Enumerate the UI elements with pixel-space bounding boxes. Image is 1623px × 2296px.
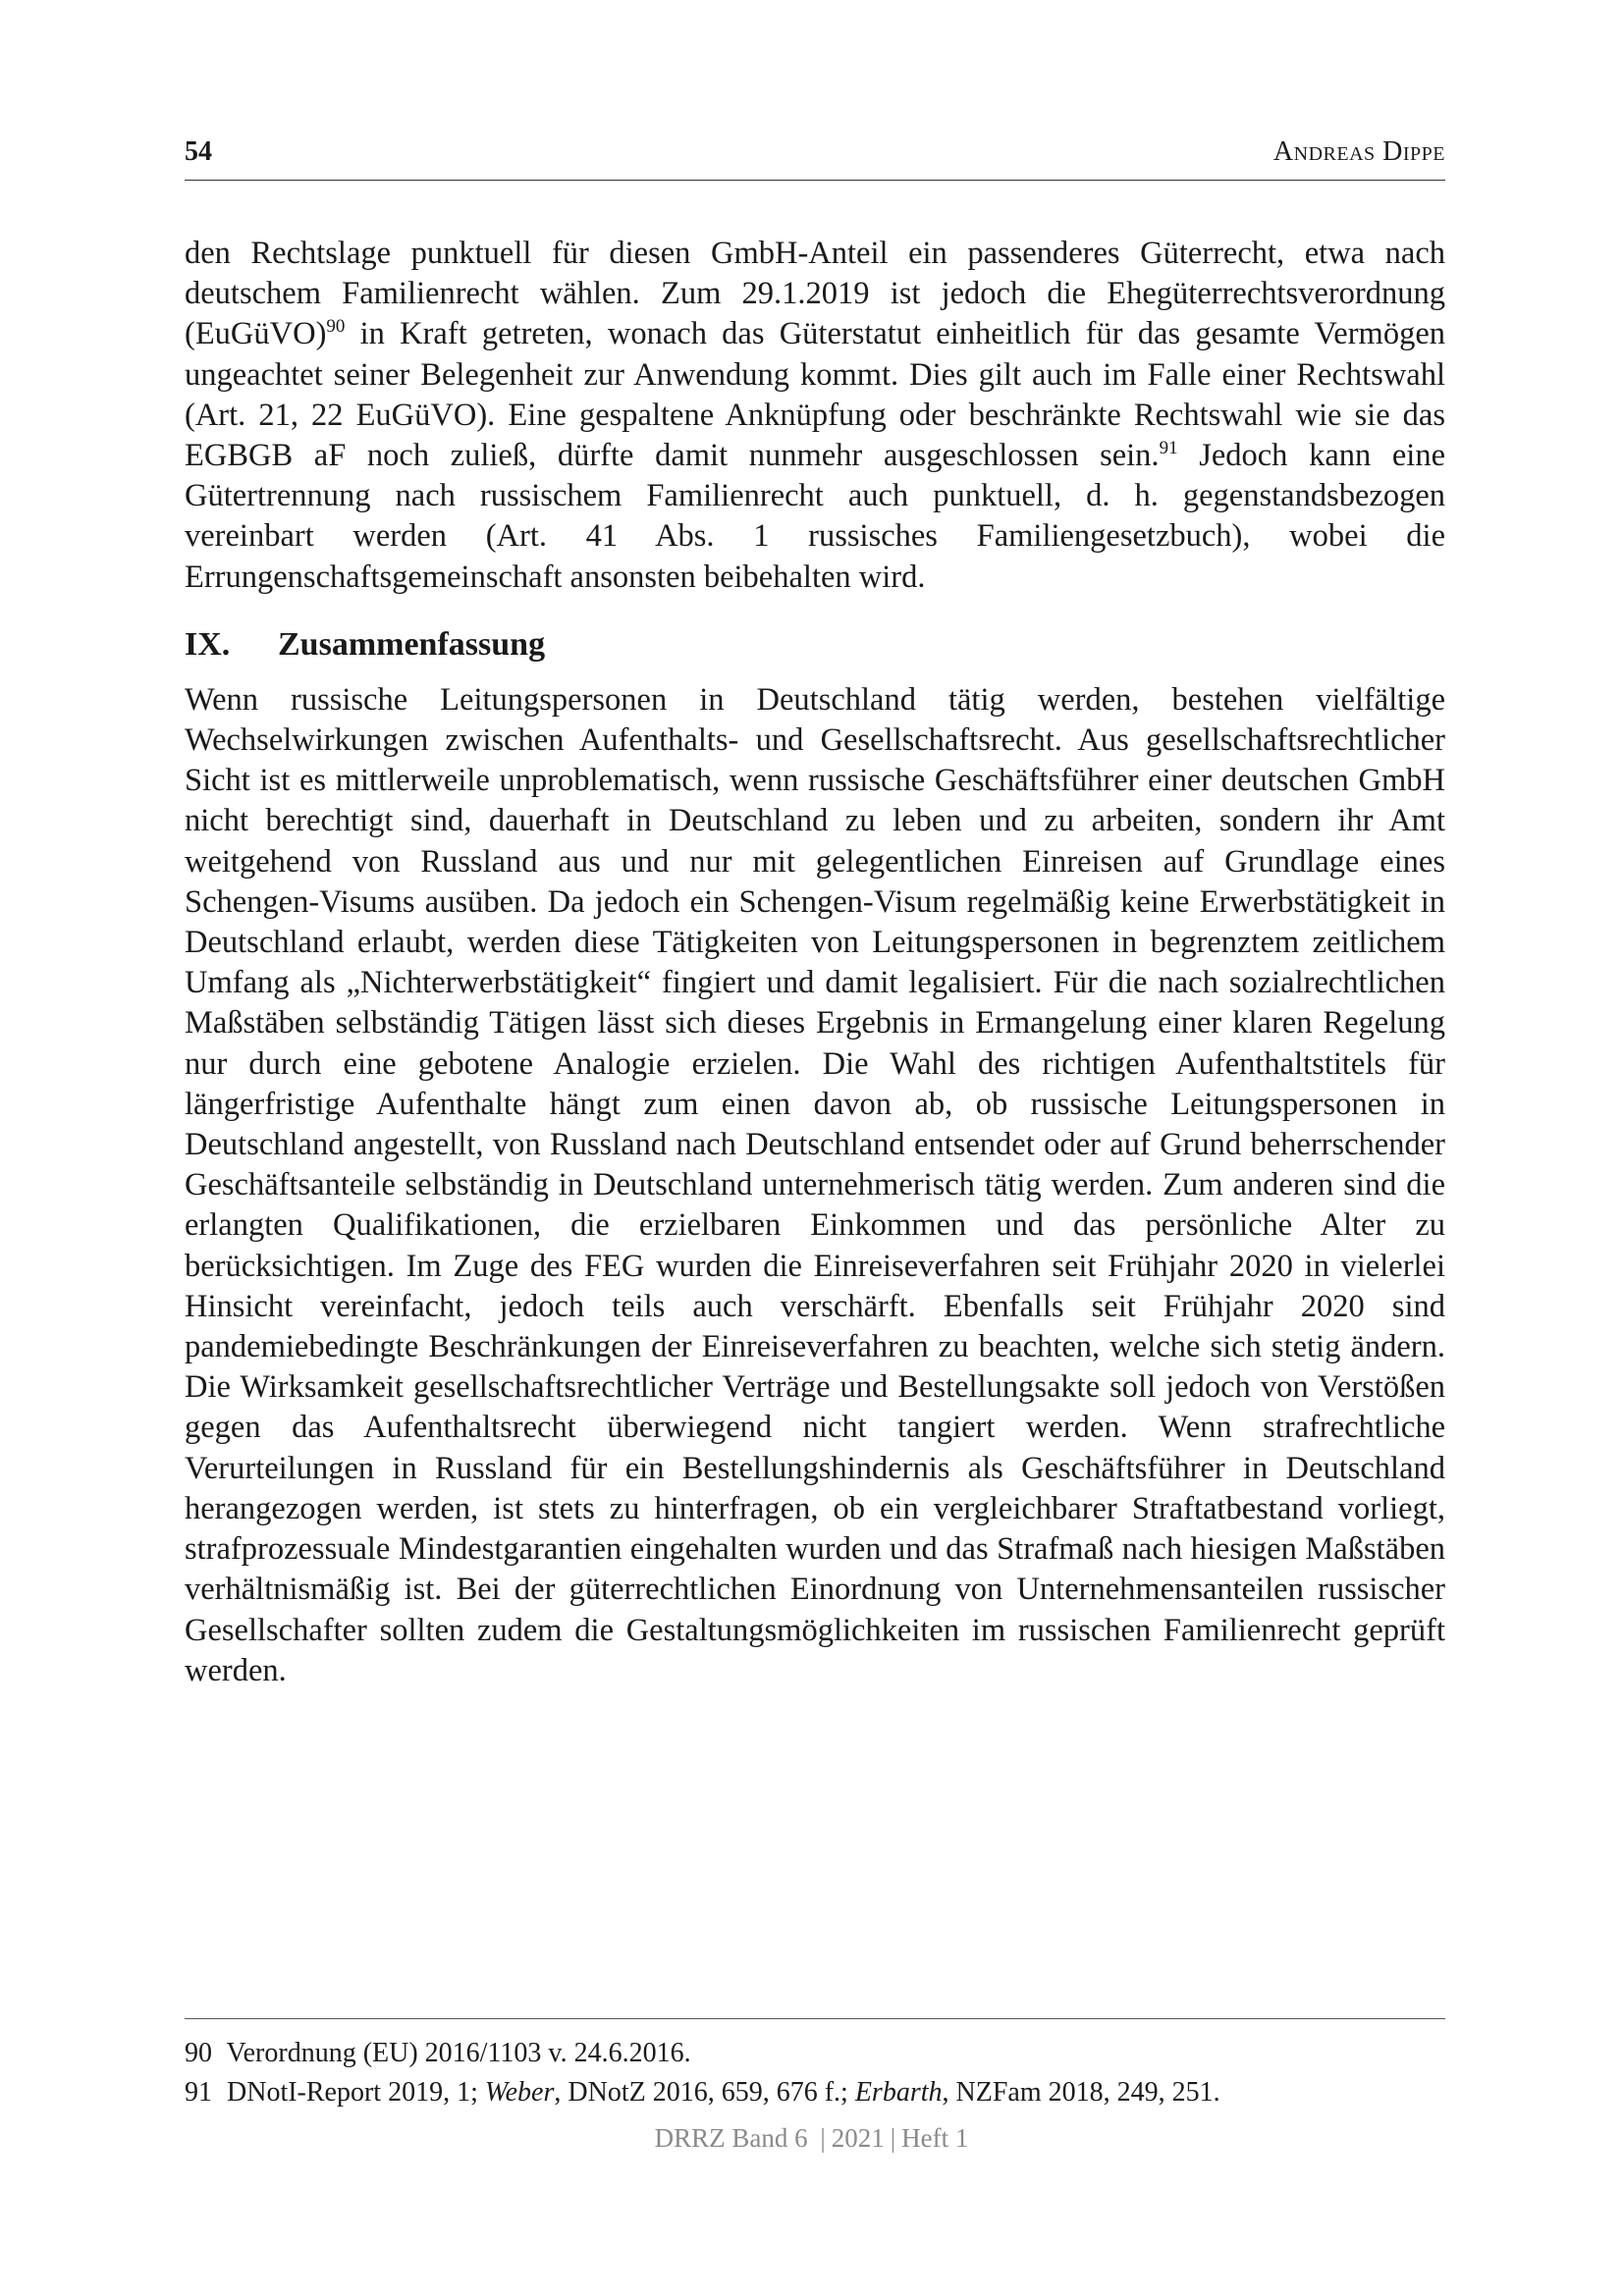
footnote-divider [185,2018,1445,2019]
footnote-ref-90[interactable]: 90 [326,316,346,338]
summary-paragraph: Wenn russische Leitungspersonen in Deutschland tätig werden, bestehen vielfältige Wechselwirkungen zwischen Aufenthalts- und Gesellschaftsrecht. Aus gesellschaftsrechtlicher Sicht ist es mittlerweile unproblematisch, wenn russische Geschäftsführer einer deutschen GmbH nicht berechtigt sind, dauerhaft in Deutschland zu leben und zu arbeiten, sondern ihr Amt weitgehend von Russland aus und nur mit gelegentlichen Einreisen auf Grundlage eines Schengen-Visums ausüben. Da jedoch ein Schengen-Visum regelmäßig keine Erwerbstätigkeit in Deutschland erlaubt, werden diese Tätigkeiten von Leitungspersonen in begrenztem zeitlichem Umfang als „Nichterwerbstätigkeit“ fingiert und damit legalisiert. Für die nach sozialrechtlichen Maßstäben selbständig Tätigen lässt sich dieses Ergebnis in Ermangelung einer klaren Regelung nur durch eine gebotene Analogie erzielen. Die Wahl des richtigen Aufenthaltstitels für längerfristige Aufenthalte hängt zum einen davon ab, ob russische Leitungspersonen in Deutschland angestellt, von Russland nach Deutschland entsendet oder auf Grund beherrschender Geschäftsanteile selbständig in Deutschland unternehmerisch tätig werden. Zum anderen sind die erlangten Qualifikationen, die erzielbaren Einkommen und das persönliche Alter zu berücksichtigen. Im Zuge des FEG wurden die Einreiseverfahren seit Frühjahr 2020 in vielerlei Hinsicht vereinfacht, jedoch teils auch verschärft. Ebenfalls seit Frühjahr 2020 sind pandemiebedingte Beschränkungen der Einreiseverfahren zu beachten, welche sich stetig ändern. Die Wirksamkeit gesellschaftsrechtlicher Verträge und Bestellungsakte soll jedoch von Verstößen gegen das Aufenthaltsrecht überwiegend nicht tangiert werden. Wenn strafrechtliche Verurteilungen in Russland für ein Bestellungshindernis als Geschäftsführer in Deutschland herangezogen werden, ist stets zu hinterfragen, ob ein vergleichbarer Straftatbestand vorliegt, strafprozessuale Mindestgarantien eingehalten wurden und das Strafmaß nach hiesigen Maßstäben verhältnismäßig ist. Bei der güterrechtlichen Einordnung von Unternehmensanteilen russischer Gesellschafter sollten zudem die Gestaltungsmöglichkeiten im russischen Familienrecht geprüft werden. [185,681,1445,1688]
section-title: Zusammenfassung [278,625,546,663]
section-heading [185,623,1445,667]
footnotes [185,2034,1445,2112]
footer-separator: | [890,2123,896,2153]
page-number: 54 [185,136,212,167]
journal-band: Band 6 [731,2123,808,2153]
footnote-ref-91[interactable]: 91 [1159,438,1178,459]
page-footer [0,2123,1623,2154]
footnote-text-part: , NZFam 2018, 249, 251. [942,2077,1220,2108]
footnote-90 [185,2034,1445,2073]
section-number: IX. [185,625,231,663]
journal-name: DRRZ [654,2123,726,2153]
paragraph-text-part-3: Jedoch kann eine Gütertrennung nach russischem Familienrecht auch punktuell, d. h. gegenstandsbezogen vereinbart werden (Art. 41 Abs. 1 russisches Familiengesetzbuch), wobei die Errungenschaftsgemeinschaft ansonsten beibehalten wird. [185,438,1445,595]
paragraph-continuation [185,234,1445,598]
paragraph-text-part-2: in Kraft getreten, wonach das Güterstatut einheitlich für das gesamte Vermögen ungeachtet seiner Belegenheit zur Anwendung kommt. Dies gilt auch im Falle einer Rechtswahl (Art. 21, 22 EuGüVO). Eine gespaltene Anknüpfung oder beschränkte Rechtswahl wie sie das EGBGB aF noch zuließ, dürfte damit nunmehr ausgeschlossen sein. [185,316,1445,474]
journal-year: 2021 [831,2123,885,2153]
footnote-91 [185,2073,1445,2112]
footnote-text: Verordnung (EU) 2016/1103 v. 24.6.2016. [226,2038,691,2068]
main-text [185,234,1445,1691]
journal-issue: Heft 1 [901,2123,969,2153]
footnote-text-part: DNotI-Report 2019, 1; [227,2077,485,2108]
footnote-author: Erbarth [854,2077,943,2108]
paragraph-text-part-1: den Rechtslage punktuell für diesen GmbH-Anteil ein passenderes Güterrecht, etwa nach deutschem Familienrecht wählen. Zum 29.1.2019 ist jedoch die Ehegüterrechtsverordnung (EuGüVO) [185,236,1445,352]
running-head-author: Andreas Dippe [1272,136,1445,167]
footnote-number: 91 [185,2077,212,2108]
footnote-text-part: , DNotZ 2016, 659, 676 f.; [554,2077,855,2108]
footer-separator: | [820,2123,826,2153]
footnote-author: Weber [484,2077,555,2108]
page-header [185,131,1445,181]
footnote-number: 90 [185,2038,212,2068]
